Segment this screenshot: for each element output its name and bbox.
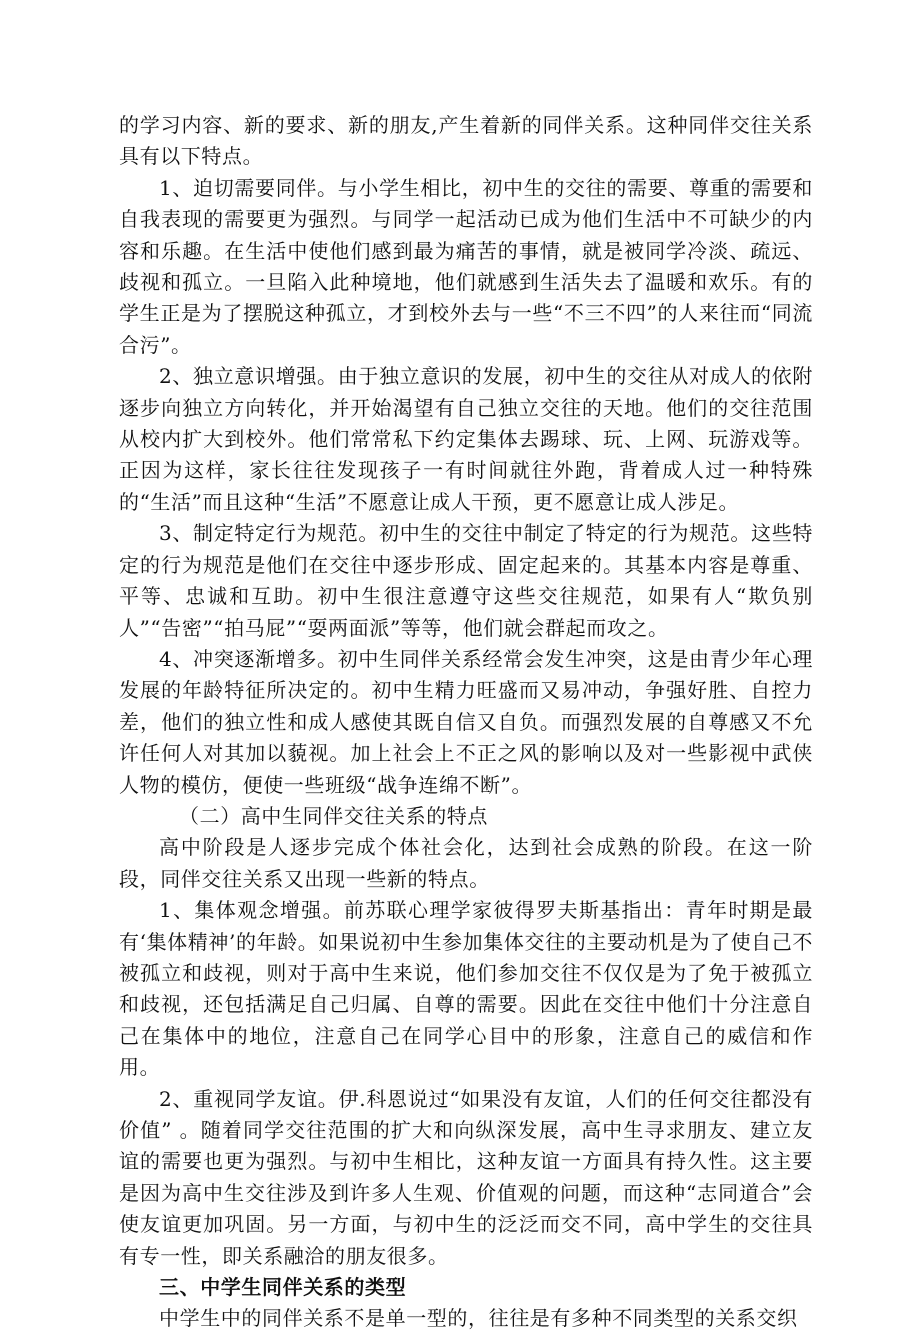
subsection-heading-high-school: （二）高中生同伴交往关系的特点 <box>179 803 488 828</box>
paragraph-peer-types-intro: 中学生中的同伴关系不是单一型的，往往是有多种不同类型的关系交织 <box>159 1306 798 1331</box>
paragraph-behavior-norms: 3、制定特定行为规范。初中生的交往中制定了特定的行为规范。这些特定的行为规范是他们在交往中逐步形成、固定起来的。其基本内容是尊重、平等、忠诚和互助。初中生很注意遵守这些交往规范，如果有人“欺负别人”“告密”“拍马屁”“耍两面派”等等，他们就会群起而攻之。 <box>119 521 813 640</box>
paragraph-high-school-intro: 高中阶段是人逐步完成个体社会化，达到社会成熟的阶段。在这一阶段，同伴交往关系又出现一些新的特点。 <box>119 835 813 891</box>
document-body <box>119 110 813 1335</box>
paragraph-collective-concept: 1、集体观念增强。前苏联心理学家彼得罗夫斯基指出：青年时期是最有‘集体精神’的年龄。如果说初中生参加集体交往的主要动机是为了使自己不被孤立和歧视，则对于高中生来说，他们参加交往不仅仅是为了免于被孤立和歧视，还包括满足自己归属、自尊的需要。因此在交往中他们十分注意自己在集体中的地位，注意自己在同学心目中的形象，注意自己的威信和作用。 <box>119 898 813 1080</box>
paragraph-need-peers: 1、迫切需要同伴。与小学生相比，初中生的交往的需要、尊重的需要和自我表现的需要更为强烈。与同学一起活动已成为他们生活中不可缺少的内容和乐趣。在生活中使他们感到最为痛苦的事情，就是被同学冷淡、疏远、歧视和孤立。一旦陷入此种境地，他们就感到生活失去了温暖和欢乐。有的学生正是为了摆脱这种孤立，才到校外去与一些“不三不四”的人来往而“同流合污”。 <box>119 175 813 357</box>
paragraph-conflicts: 4、冲突逐渐增多。初中生同伴关系经常会发生冲突，这是由青少年心理发展的年龄特征所决定的。初中生精力旺盛而又易冲动，争强好胜、自控力差，他们的独立性和成人感使其既自信又自负。而强烈发展的自尊感又不允许任何人对其加以藐视。加上社会上不正之风的影响以及对一些影视中武侠人物的模仿，便使一些班级“战争连绵不断”。 <box>119 646 813 797</box>
paragraph-friendship: 2、重视同学友谊。伊.科恩说过“如果没有友谊，人们的任何交往都没有价值” 。随着同学交往范围的扩大和向纵深发展，高中生寻求朋友、建立友谊的需要也更为强烈。与初中生相比，这种友谊一方面具有持久性。这主要是因为高中生交往涉及到许多人生观、价值观的问题，而这种“志同道合”会使友谊更加巩固。另一方面，与初中生的泛泛而交不同，高中学生的交往具有专一性，即关系融洽的朋友很多。 <box>119 1086 813 1268</box>
paragraph-independence: 2、独立意识增强。由于独立意识的发展，初中生的交往从对成人的依附逐步向独立方向转化，并开始渴望有自己独立交往的天地。他们的交往范围从校内扩大到校外。他们常常私下约定集体去踢球、玩、上网、玩游戏等。正因为这样，家长往往发现孩子一有时间就往外跑，背着成人过一种特殊的“生活”而且这种“生活”不愿意让成人干预，更不愿意让成人涉足。 <box>119 364 813 514</box>
section-heading-peer-types: 三、中学生同伴关系的类型 <box>159 1275 407 1300</box>
paragraph-intro-continued: 的学习内容、新的要求、新的朋友,产生着新的同伴关系。这种同伴交往关系具有以下特点。 <box>119 113 813 169</box>
